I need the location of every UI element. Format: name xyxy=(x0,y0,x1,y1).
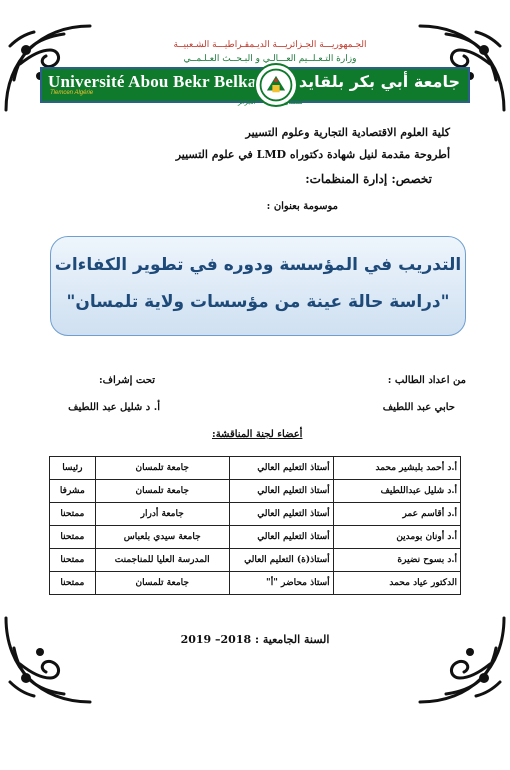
member-name: الدكتور عياد محمد xyxy=(333,572,460,595)
member-role: ممتحنا xyxy=(50,503,96,526)
member-role: ممتحنا xyxy=(50,549,96,572)
table-row xyxy=(50,457,461,480)
supervisor-label: تحت إشراف: xyxy=(98,375,155,386)
corner-ornament-bottom-right-icon xyxy=(414,612,510,708)
table-row xyxy=(50,480,461,503)
member-rank: أستاذ التعليم العالي xyxy=(229,503,333,526)
member-role: رئيسا xyxy=(50,457,96,480)
member-name: أ.د أونان بومدين xyxy=(333,526,460,549)
thesis-title-box xyxy=(50,236,466,336)
member-institution: المدرسة العليا للمناجمنت xyxy=(95,549,229,572)
member-name: أ.د شليل عبداللطيف xyxy=(333,480,460,503)
member-name: أ.د بسوح نضيرة xyxy=(333,549,460,572)
ministry-name: وزارة التـعـلــيم العـــالـي و البـحــث العـلـمــي xyxy=(183,54,357,64)
table-row xyxy=(50,526,461,549)
supervisor-name: أ. د شليل عبد اللطيف xyxy=(68,402,160,413)
student-name: حابي عبد اللطيف xyxy=(382,402,455,413)
member-institution: جامعة تلمسان xyxy=(95,480,229,503)
member-rank: أستاذ التعليم العالي xyxy=(229,480,333,503)
specialty: تخصص: إدارة المنظمات: xyxy=(305,172,432,186)
member-institution: جامعة تلمسان xyxy=(95,457,229,480)
university-name-ar: جامعة أبي بكر بلقايد xyxy=(298,72,460,91)
member-rank: أستاذ التعليم العالي xyxy=(229,526,333,549)
committee-table xyxy=(49,456,461,595)
member-institution: جامعة تلمسان xyxy=(95,572,229,595)
thesis-title-line1: التدريب في المؤسسة ودوره في تطوير الكفاءات xyxy=(54,255,462,275)
member-rank: أستاذ محاضر "أ" xyxy=(229,572,333,595)
logo-caption-city: تلمسان xyxy=(284,99,303,106)
logo-caption-country: الجزائر xyxy=(238,99,256,106)
university-name-fr: Université Abou Bekr Belkaid xyxy=(48,72,272,91)
university-location-fr: Tlemcen Algérie xyxy=(50,90,94,96)
faculty-name: كلية العلوم الاقتصادية التجارية وعلوم التسيير xyxy=(245,126,450,139)
thesis-title-line2: "دراسة حالة عينة من مؤسسات ولاية تلمسان" xyxy=(66,292,450,312)
member-role: مشرفا xyxy=(50,480,96,503)
table-row xyxy=(50,572,461,595)
member-role: ممتحنا xyxy=(50,526,96,549)
member-rank: أستاذ التعليم العالي xyxy=(229,457,333,480)
member-name: أ.د أحمد بلبشير محمد xyxy=(333,457,460,480)
thesis-description: أطروحة مقدمة لنيل شهادة دكتوراه LMD في علوم التسيير xyxy=(175,148,450,161)
member-role: ممتحنا xyxy=(50,572,96,595)
student-label: من اعداد الطالب : xyxy=(387,375,466,386)
committee-heading: أعضاء لجنة المناقشة: xyxy=(212,429,303,440)
table-row xyxy=(50,549,461,572)
member-institution: جامعة أدرار xyxy=(95,503,229,526)
member-name: أ.د أقاسم عمر xyxy=(333,503,460,526)
academic-year: السنة الجامعية : 2018– 2019 xyxy=(180,633,330,646)
titled-label: موسومة بعنوان : xyxy=(266,201,338,212)
corner-ornament-bottom-left-icon xyxy=(0,612,96,708)
member-institution: جامعة سيدي بلعباس xyxy=(95,526,229,549)
table-row xyxy=(50,503,461,526)
member-rank: أستاذ(ة) التعليم العالي xyxy=(229,549,333,572)
republic-name: الجـمهوريـــة الجـزائريـــة الديـمقـراطيـــة الشـعبيــة xyxy=(173,40,367,50)
